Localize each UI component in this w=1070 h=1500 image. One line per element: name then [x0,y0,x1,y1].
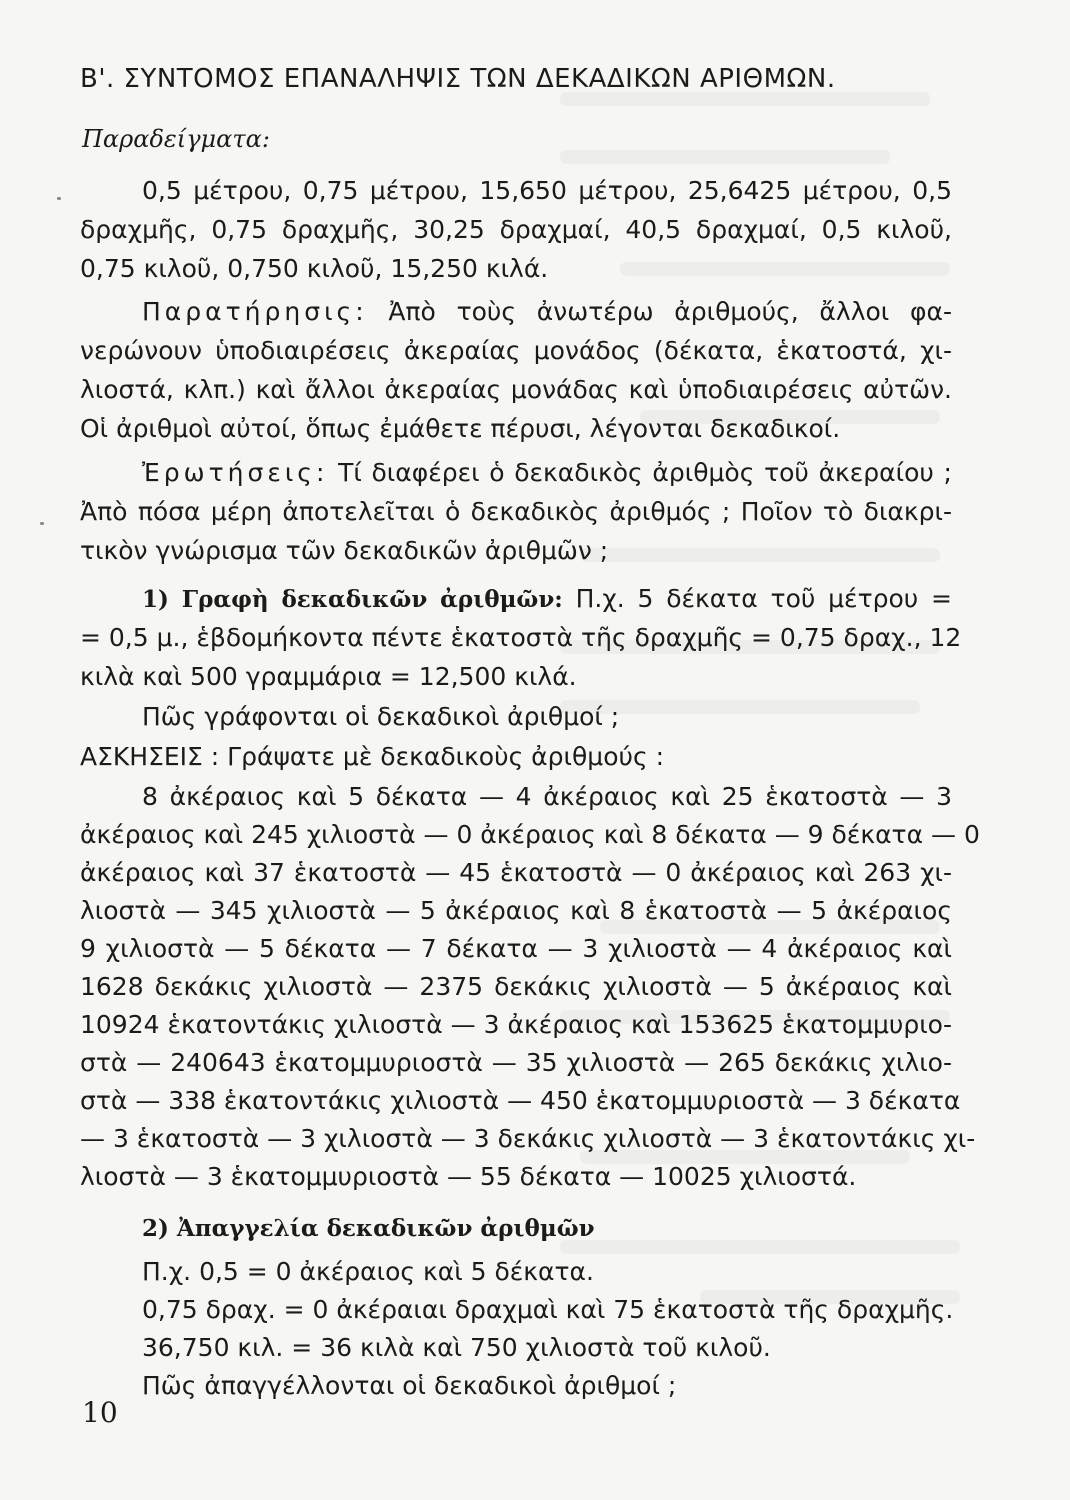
exercise-line: ἀκέραιος καὶ 245 χιλιοστὰ — 0 ἀκέραιος καὶ 8 δέκατα — 9 δέκατα — 0 [80,820,980,849]
examples-line: δραχμῆς, 0,75 δραχμῆς, 30,25 δραχμαί, 40,5 δραχμαί, 0,5 κιλοῦ, [80,215,952,244]
exercise-line: λιοστὰ — 3 ἑκατομμυριοστὰ — 55 δέκατα — 10025 χιλιοστά. [80,1162,857,1191]
section2-question: Πῶς ἀπαγγέλλονται οἱ δεκαδικοὶ ἀριθμοί ; [142,1371,677,1400]
exercise-line: 10924 ἑκατοντάκις χιλιοστὰ — 3 ἀκέραιος καὶ 153625 ἑκατομμυριο- [80,1010,952,1039]
section1-line: = 0,5 μ., ἑβδομήκοντα πέντε ἑκατοστὰ τῆς δραχμῆς = 0,75 δραχ., 12 [80,623,962,652]
exercise-line: ἀκέραιος καὶ 37 ἑκατοστὰ — 45 ἑκατοστὰ — 0 ἀκέραιος καὶ 263 χι- [80,858,952,887]
page-speck [57,197,61,200]
section2-title: 2) Ἀπαγγελία δεκαδικῶν ἀριθμῶν [142,1215,595,1242]
section1-line: κιλὰ καὶ 500 γραμμάρια = 12,500 κιλά. [80,662,577,691]
section2-line: Π.χ. 0,5 = 0 ἀκέραιος καὶ 5 δέκατα. [142,1257,594,1286]
observation-text: Ἀπὸ τοὺς ἀνωτέρω ἀριθμούς, ἄλλοι φα- [388,297,952,326]
page-number: 10 [82,1396,118,1429]
exercises-title: ΑΣΚΗΣΕΙΣ : Γράψατε μὲ δεκαδικοὺς ἀριθμούς : [80,742,664,771]
questions-text: Τί διαφέρει ὁ δεκαδικὸς ἀριθμὸς τοῦ ἀκεραίου ; [338,458,952,487]
observation-line: λιοστά, κλπ.) καὶ ἄλλοι ἀκεραίας μονάδας καὶ ὑποδιαιρέσεις αὐτῶν. [80,375,952,404]
observation-line: Οἱ ἀριθμοὶ αὐτοί, ὅπως ἐμάθετε πέρυσι, λέγονται δεκαδικοί. [80,414,841,443]
exercise-line: λιοστὰ — 345 χιλιοστὰ — 5 ἀκέραιος καὶ 8 ἑκατοστὰ — 5 ἀκέραιος [80,896,952,925]
exercise-line: 9 χιλιοστὰ — 5 δέκατα — 7 δέκατα — 3 χιλιοστὰ — 4 ἀκέραιος καὶ [80,934,952,963]
observation-first-line [142,295,952,329]
examples-line: 0,5 μέτρου, 0,75 μέτρου, 15,650 μέτρου, 25,6425 μέτρου, 0,5 [142,176,952,205]
exercise-line: στὰ — 240643 ἑκατομμυριοστὰ — 35 χιλιοστὰ — 265 δεκάκις χιλιο- [80,1048,952,1077]
exercise-line: — 3 ἑκατοστὰ — 3 χιλιοστὰ — 3 δεκάκις χιλιοστὰ — 3 ἑκατοντάκις χι- [80,1124,976,1153]
section2-line: 36,750 κιλ. = 36 κιλὰ καὶ 750 χιλιοστὰ τοῦ κιλοῦ. [142,1333,771,1362]
observation-line: νερώνουν ὑποδιαιρέσεις ἀκεραίας μονάδος (δέκατα, ἑκατοστά, χι- [80,336,952,365]
section1-first-line [142,582,952,617]
questions-line: Ἀπὸ πόσα μέρη ἀποτελεῖται ὁ δεκαδικὸς ἀριθμός ; Ποῖον τὸ διακρι- [80,497,952,526]
questions-label: Ἐρωτήσεις: [142,458,329,487]
exercise-line: στὰ — 338 ἑκατοντάκις χιλιοστὰ — 450 ἑκατομμυριοστὰ — 3 δέκατα [80,1086,961,1115]
section2-line: 0,75 δραχ. = 0 ἀκέραιαι δραχμαὶ καὶ 75 ἑκατοστὰ τῆς δραχμῆς. [142,1295,954,1324]
questions-first-line [142,456,952,490]
examples-label: Παραδείγματα: [82,125,270,153]
section1-text: Π.χ. 5 δέκατα τοῦ μέτρου = [575,584,952,613]
exercise-line: 1628 δεκάκις χιλιοστὰ — 2375 δεκάκις χιλιοστὰ — 5 ἀκέραιος καὶ [80,972,952,1001]
questions-line: τικὸν γνώρισμα τῶν δεκαδικῶν ἀριθμῶν ; [80,536,609,565]
examples-line: 0,75 κιλοῦ, 0,750 κιλοῦ, 15,250 κιλά. [80,254,549,283]
section1-question: Πῶς γράφονται οἱ δεκαδικοὶ ἀριθμοί ; [142,702,620,731]
observation-label: Παρατήρησις: [142,297,368,326]
section1-title: 1) Γραφὴ δεκαδικῶν ἀριθμῶν: [142,586,563,613]
section-heading: Β'. ΣΥΝΤΟΜΟΣ ΕΠΑΝΑΛΗΨΙΣ ΤΩΝ ΔΕΚΑΔΙΚΩΝ ΑΡΙΘΜΩΝ. [80,64,836,94]
page-speck [40,522,44,525]
exercise-line: 8 ἀκέραιος καὶ 5 δέκατα — 4 ἀκέραιος καὶ 25 ἑκατοστὰ — 3 [142,782,952,811]
